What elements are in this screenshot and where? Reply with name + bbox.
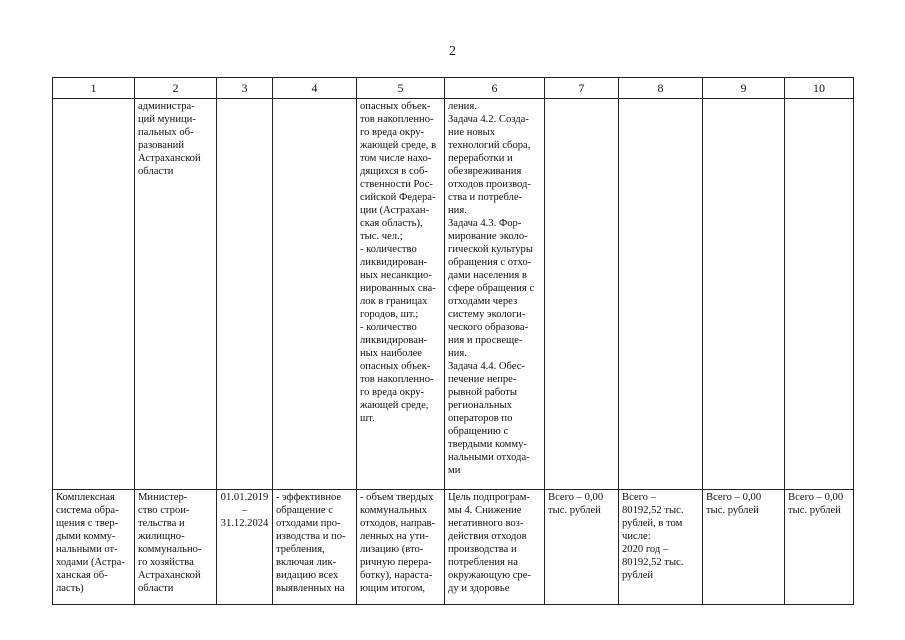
row1-col7 <box>545 99 619 490</box>
program-table <box>52 77 854 605</box>
row1-col9 <box>703 99 785 490</box>
header-cell-3: 3 <box>217 78 273 99</box>
header-cell-9: 9 <box>703 78 785 99</box>
row1-col8 <box>619 99 703 490</box>
row1-col3 <box>217 99 273 490</box>
row1-col6-tasks: ления. Задача 4.2. Созда- ние новых технологий сбора, переработки и обезвреживания отходов производ- ства и потребле- ния. Задача 4.3. Фор- мирование эколо- гической культуры обращения с отхо- дами населения в сфере обращения с отходами через систему экологи- ческого образова- ния и просвеще- ния. Задача 4.4. Обес- печение непре- рывной работы региональных операторов по обращению с твердыми комму- нальными отхода- ми <box>445 99 545 490</box>
header-cell-8: 8 <box>619 78 703 99</box>
header-row <box>53 78 854 99</box>
row2-col6-goal: Цель подпрограм- мы 4. Снижение негативного воз- действия отходов производства и потребления на окружающую сре- ду и здоровье <box>445 490 545 605</box>
row2-col8-funding: Всего – 80192,52 тыс. рублей, в том числе: 2020 год – 80192,52 тыс. рублей <box>619 490 703 605</box>
row1-col5-indicators: опасных объек- тов накопленно- го вреда окру- жающей среде, в том числе нахо- дящихся в соб- ственности Рос- сийской Федера- ции (Астрахан- ская область), тыс. чел.; - количество ликвидирован- ных несанкцио- нированных сва- лок в границах городов, шт.; - количество ликвидирован- ных наиболее опасных объек- тов накопленно- го вреда окру- жающей среде, шт. <box>357 99 445 490</box>
header-cell-1: 1 <box>53 78 135 99</box>
table-row <box>53 490 854 605</box>
row1-col1 <box>53 99 135 490</box>
row2-col5-indicators: - объем твердых коммунальных отходов, направ- ленных на ути- лизацию (вто- ричную перера- ботку), нараста- ющим итогом, <box>357 490 445 605</box>
page-number: 2 <box>449 44 456 59</box>
row1-col4 <box>273 99 357 490</box>
row1-col10 <box>785 99 854 490</box>
row2-col3-period: 01.01.2019 – 31.12.2024 <box>217 490 273 605</box>
table-row <box>53 99 854 490</box>
row2-col9-funding: Всего – 0,00 тыс. рублей <box>703 490 785 605</box>
header-cell-10: 10 <box>785 78 854 99</box>
row2-col10-funding: Всего – 0,00 тыс. рублей <box>785 490 854 605</box>
header-cell-4: 4 <box>273 78 357 99</box>
header-cell-6: 6 <box>445 78 545 99</box>
row2-col4-result: - эффективное обращение с отходами про- изводства и по- требления, включая лик- видацию всех выявленных на <box>273 490 357 605</box>
row1-col2-executors: администра- ций муници- пальных об- разований Астраханской области <box>135 99 217 490</box>
header-cell-5: 5 <box>357 78 445 99</box>
row2-col1-project: Комплексная система обра- щения с твер- дыми комму- нальными от- ходами (Астра- ханская об- ласть) <box>53 490 135 605</box>
row2-col2-executor: Министер- ство строи- тельства и жилищно- коммунально- го хозяйства Астраханской области <box>135 490 217 605</box>
row2-col7-funding: Всего – 0,00 тыс. рублей <box>545 490 619 605</box>
header-cell-7: 7 <box>545 78 619 99</box>
header-cell-2: 2 <box>135 78 217 99</box>
